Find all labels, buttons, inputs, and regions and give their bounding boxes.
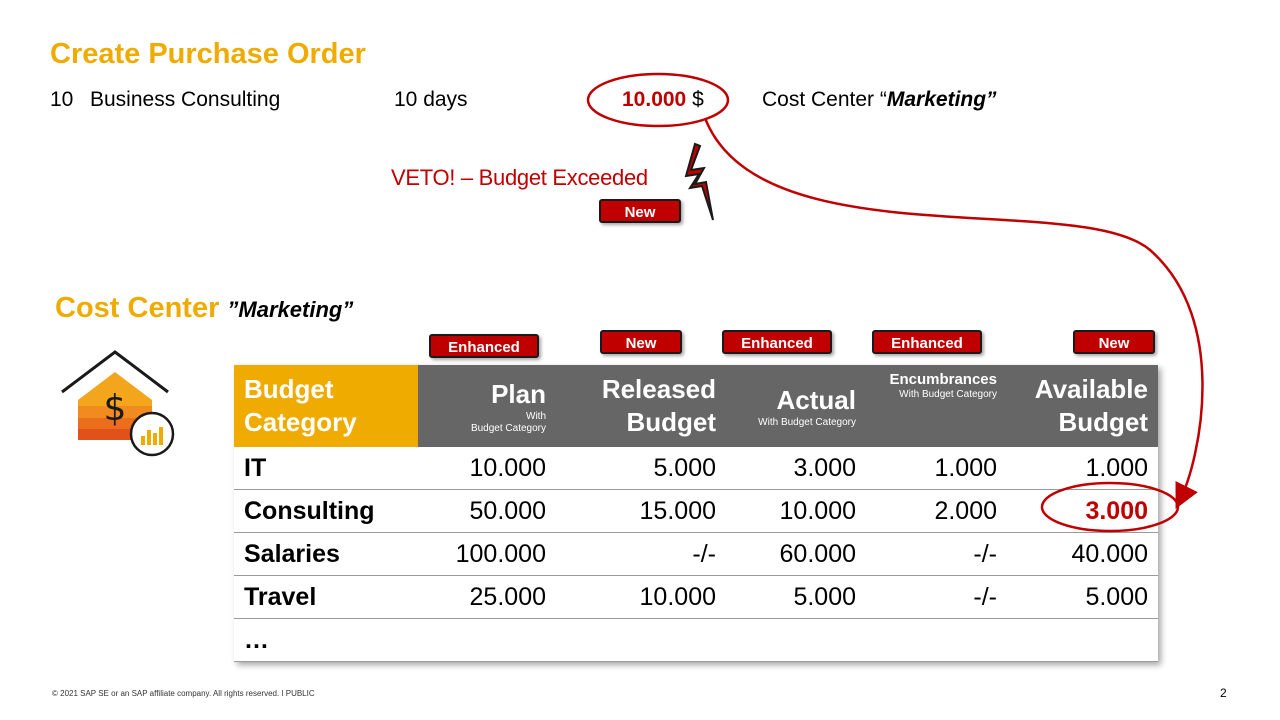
page-number: 2 <box>1220 686 1227 700</box>
row-released: 5.000 <box>556 447 726 490</box>
table-row <box>234 533 1158 576</box>
row-encumbrances: -/- <box>866 533 1007 576</box>
footer-copyright: © 2021 SAP SE or an SAP affiliate company. All rights reserved. ǀ PUBLIC <box>52 689 315 698</box>
header-actual <box>726 365 866 447</box>
row-category: Salaries <box>234 533 418 576</box>
lightning-bolt-icon <box>682 142 718 222</box>
row-actual: 60.000 <box>726 533 866 576</box>
row-category: IT <box>234 447 418 490</box>
cost-center-title <box>55 292 353 325</box>
header-released-budget: Released Budget <box>556 365 726 447</box>
actual-enhanced-badge: Enhanced <box>722 330 832 354</box>
po-amount-value: 10.000 <box>622 88 687 111</box>
header-plan-sub1: With <box>526 410 546 422</box>
header-encumbrances-sub: With Budget Category <box>899 389 997 400</box>
row-available-highlighted: 3.000 <box>1007 490 1158 533</box>
po-item-duration: 10 days <box>394 88 468 111</box>
header-plan-label: Plan <box>491 378 546 409</box>
table-row <box>234 447 1158 490</box>
row-actual: 3.000 <box>726 447 866 490</box>
header-budget-category: Budget Category <box>234 365 418 447</box>
row-encumbrances: 2.000 <box>866 490 1007 533</box>
row-category: Consulting <box>234 490 418 533</box>
row-ellipsis: … <box>234 619 418 662</box>
available-new-badge: New <box>1073 330 1155 354</box>
header-actual-sub: With Budget Category <box>758 416 856 428</box>
header-encumbrances-label: Encumbrances <box>889 371 997 388</box>
po-cost-center-name: Marketing” <box>886 88 997 111</box>
po-amount-currency: $ <box>692 88 704 111</box>
row-plan: 10.000 <box>418 447 556 490</box>
row-plan: 100.000 <box>418 533 556 576</box>
row-plan: 50.000 <box>418 490 556 533</box>
row-released: -/- <box>556 533 726 576</box>
po-cost-center-prefix: Cost Center “ <box>762 88 887 111</box>
cost-center-label: Cost Center <box>55 292 220 324</box>
table-row-ellipsis <box>234 619 1158 662</box>
row-available: 5.000 <box>1007 576 1158 619</box>
house-dollar-chart-icon <box>58 348 178 460</box>
header-encumbrances <box>866 365 1007 447</box>
released-new-badge: New <box>600 330 682 354</box>
row-encumbrances: -/- <box>866 576 1007 619</box>
veto-new-badge: New <box>599 199 681 223</box>
row-encumbrances: 1.000 <box>866 447 1007 490</box>
plan-enhanced-badge: Enhanced <box>429 334 539 358</box>
header-plan <box>418 365 556 447</box>
header-plan-sub2: Budget Category <box>470 422 546 434</box>
row-available: 1.000 <box>1007 447 1158 490</box>
row-released: 15.000 <box>556 490 726 533</box>
row-actual: 5.000 <box>726 576 866 619</box>
cost-center-name: ”Marketing” <box>227 297 354 322</box>
header-actual-label: Actual <box>776 384 856 415</box>
row-category: Travel <box>234 576 418 619</box>
budget-table <box>234 365 1158 662</box>
row-actual: 10.000 <box>726 490 866 533</box>
svg-text:$: $ <box>103 388 127 429</box>
table-header-row <box>234 365 1158 447</box>
row-available: 40.000 <box>1007 533 1158 576</box>
encumbrances-enhanced-badge: Enhanced <box>872 330 982 354</box>
table-row <box>234 490 1158 533</box>
po-item-number: 10 <box>50 88 74 111</box>
po-cost-center <box>762 88 997 112</box>
slide-title: Create Purchase Order <box>50 38 366 70</box>
row-plan: 25.000 <box>418 576 556 619</box>
veto-message: VETO! – Budget Exceeded <box>391 165 648 190</box>
po-item-description: Business Consulting <box>90 88 281 111</box>
header-available-budget: Available Budget <box>1007 365 1158 447</box>
row-released: 10.000 <box>556 576 726 619</box>
po-amount <box>622 88 704 112</box>
table-row <box>234 576 1158 619</box>
